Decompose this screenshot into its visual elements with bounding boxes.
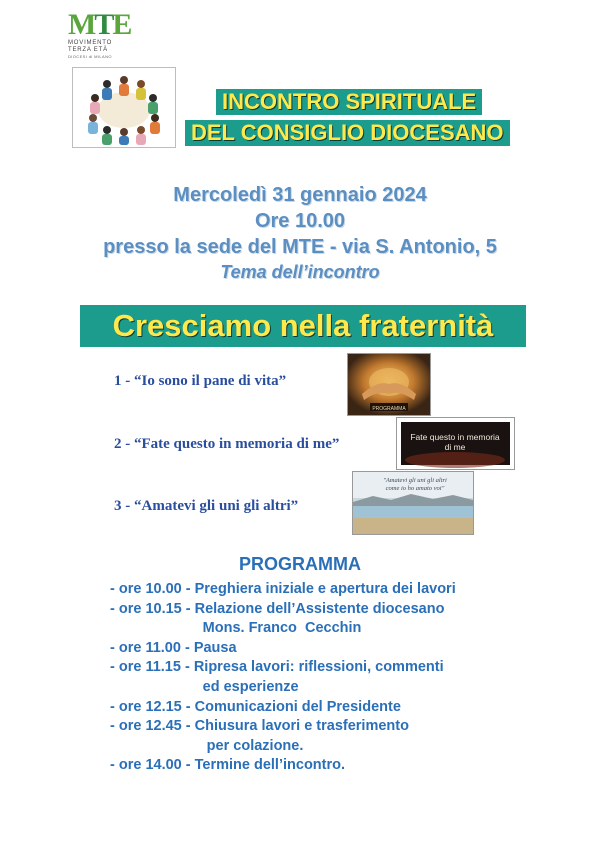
logo-line-1: MOVIMENTO (68, 40, 113, 46)
amatevi-image (352, 471, 474, 535)
amatevi-caption-2: come io ho amato voi" (385, 485, 445, 492)
event-date: Mercoledì 31 gennaio 2024 (173, 184, 427, 206)
programma-row: per colazione. (110, 737, 304, 754)
programma-row: - ore 10.00 - Preghiera iniziale e apertura dei lavori (110, 581, 456, 597)
title-line-2: DEL CONSIGLIO DIOCESANO (185, 120, 510, 146)
theme-banner (80, 305, 526, 347)
theme-item-3: 3 - “Amatevi gli uni gli altri” (114, 498, 299, 514)
bread-image-caption: PROGRAMMA (372, 406, 406, 412)
amatevi-caption-1: "Amatevi gli uni gli altri (383, 477, 447, 484)
logo-line-2: TERZA ETÀ (68, 47, 108, 53)
group-circle-illustration (72, 67, 176, 148)
event-place: presso la sede del MTE - via S. Antonio, 5 (103, 236, 497, 258)
memoria-image (396, 417, 515, 470)
memoria-image-caption-2: di me (444, 442, 466, 452)
theme-item-2: 2 - “Fate questo in memoria di me” (114, 436, 340, 452)
programma-row: - ore 14.00 - Termine dell’incontro. (110, 757, 346, 774)
programma-row: - ore 11.00 - Pausa (110, 639, 237, 656)
programma-row: Mons. Franco Cecchin (110, 620, 362, 637)
programma-list (110, 580, 456, 776)
programma-row: - ore 12.45 - Chiusura lavori e trasferimento (110, 718, 409, 735)
theme-label: Tema dell’incontro (220, 262, 380, 282)
title-line-1: INCONTRO SPIRITUALE (216, 89, 482, 115)
theme-title: Cresciamo nella fraternità (112, 308, 494, 343)
event-time: Ore 10.00 (254, 210, 346, 232)
programma-row: - ore 11.15 - Ripresa lavori: riflessioni, commenti (110, 659, 444, 676)
logo-mark: MTE (68, 8, 131, 41)
logo-line-3: DIOCESI di MILANO (68, 54, 112, 59)
mte-logo (68, 10, 138, 60)
programma-row: ed esperienze (110, 678, 299, 695)
memoria-image-caption-1: Fate questo in memoria (410, 432, 500, 442)
bread-of-life-image (347, 353, 431, 416)
theme-item-1: 1 - “Io sono il pane di vita” (114, 373, 287, 389)
programma-row: - ore 12.15 - Comunicazioni del Presidente (110, 698, 401, 715)
programma-title: PROGRAMMA (239, 554, 361, 574)
programma-row: - ore 10.15 - Relazione dell’Assistente diocesano (110, 600, 445, 617)
